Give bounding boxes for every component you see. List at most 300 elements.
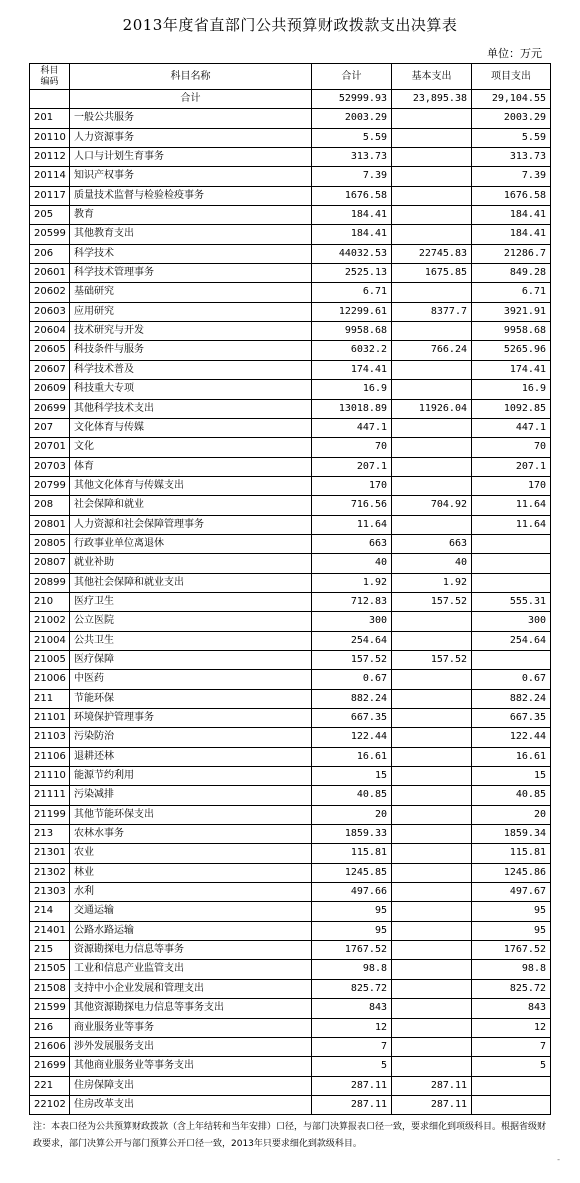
row-project: 184.41 — [472, 225, 551, 244]
row-code: 21401 — [30, 921, 70, 940]
row-total: 254.64 — [312, 631, 392, 650]
row-name: 节能环保 — [70, 689, 312, 708]
row-project: 1767.52 — [472, 941, 551, 960]
row-basic: 766.24 — [392, 341, 472, 360]
row-project: 12 — [472, 1018, 551, 1037]
row-basic — [392, 1018, 472, 1037]
row-total: 13018.89 — [312, 399, 392, 418]
row-project: 667.35 — [472, 709, 551, 728]
row-name: 涉外发展服务支出 — [70, 1037, 312, 1056]
row-project: 95 — [472, 921, 551, 940]
row-total: 44032.53 — [312, 244, 392, 263]
row-code: 214 — [30, 902, 70, 921]
row-total: 9958.68 — [312, 322, 392, 341]
row-total: 95 — [312, 902, 392, 921]
row-name: 农林水事务 — [70, 825, 312, 844]
row-name: 文化 — [70, 438, 312, 457]
row-total: 1767.52 — [312, 941, 392, 960]
row-total: 184.41 — [312, 225, 392, 244]
row-basic — [392, 941, 472, 960]
row-code: 216 — [30, 1018, 70, 1037]
row-name: 体育 — [70, 457, 312, 476]
row-total: 497.66 — [312, 883, 392, 902]
table-row — [30, 612, 551, 631]
row-code: 206 — [30, 244, 70, 263]
row-code: 221 — [30, 1076, 70, 1095]
row-total: 2003.29 — [312, 109, 392, 128]
row-total: 207.1 — [312, 457, 392, 476]
row-total: 716.56 — [312, 496, 392, 515]
row-project: 1245.86 — [472, 863, 551, 882]
row-total: 0.67 — [312, 670, 392, 689]
row-code: 205 — [30, 206, 70, 225]
row-code: 211 — [30, 689, 70, 708]
table-row — [30, 1037, 551, 1056]
row-code: 210 — [30, 592, 70, 611]
row-name: 支持中小企业发展和管理支出 — [70, 979, 312, 998]
table-row — [30, 418, 551, 437]
row-basic — [392, 805, 472, 824]
unit-label: 单位：万元 — [487, 47, 542, 60]
table-row — [30, 728, 551, 747]
row-code: 21101 — [30, 709, 70, 728]
row-project — [472, 650, 551, 669]
table-row — [30, 747, 551, 766]
row-project: 843 — [472, 999, 551, 1018]
row-code: 20112 — [30, 148, 70, 167]
row-basic: 8377.7 — [392, 302, 472, 321]
row-total: 1.92 — [312, 573, 392, 592]
row-code: 20605 — [30, 341, 70, 360]
row-name: 社会保障和就业 — [70, 496, 312, 515]
row-total: 7.39 — [312, 167, 392, 186]
row-code: 22102 — [30, 1095, 70, 1114]
table-row — [30, 650, 551, 669]
row-basic — [392, 1037, 472, 1056]
row-basic — [392, 438, 472, 457]
row-total: 7 — [312, 1037, 392, 1056]
row-project: 16.61 — [472, 747, 551, 766]
row-total: 287.11 — [312, 1076, 392, 1095]
row-project: 0.67 — [472, 670, 551, 689]
row-name: 医疗保障 — [70, 650, 312, 669]
row-name: 科技重大专项 — [70, 380, 312, 399]
row-total: 2525.13 — [312, 264, 392, 283]
row-basic — [392, 960, 472, 979]
row-project: 5.59 — [472, 128, 551, 147]
row-name: 资源勘探电力信息等事务 — [70, 941, 312, 960]
row-total: 313.73 — [312, 148, 392, 167]
table-row — [30, 805, 551, 824]
row-name: 基础研究 — [70, 283, 312, 302]
table-row — [30, 825, 551, 844]
table-row — [30, 689, 551, 708]
row-name: 交通运输 — [70, 902, 312, 921]
row-total: 16.9 — [312, 380, 392, 399]
row-total: 300 — [312, 612, 392, 631]
row-basic — [392, 786, 472, 805]
row-project: 21286.7 — [472, 244, 551, 263]
row-total: 843 — [312, 999, 392, 1018]
row-total: 40.85 — [312, 786, 392, 805]
row-name: 其他资源勘探电力信息等事务支出 — [70, 999, 312, 1018]
table-row — [30, 1076, 551, 1095]
row-code: 20609 — [30, 380, 70, 399]
table-row — [30, 767, 551, 786]
row-basic — [392, 767, 472, 786]
row-code: 21699 — [30, 1057, 70, 1076]
row-project: 95 — [472, 902, 551, 921]
header-total: 合计 — [312, 64, 392, 90]
row-total: 70 — [312, 438, 392, 457]
row-name: 污染防治 — [70, 728, 312, 747]
row-project: 115.81 — [472, 844, 551, 863]
row-name: 其他科学技术支出 — [70, 399, 312, 418]
header-code — [30, 64, 70, 90]
row-project: 20 — [472, 805, 551, 824]
row-basic: 40 — [392, 554, 472, 573]
table-row — [30, 979, 551, 998]
row-total: 825.72 — [312, 979, 392, 998]
row-basic — [392, 206, 472, 225]
row-project: 1676.58 — [472, 186, 551, 205]
row-project: 882.24 — [472, 689, 551, 708]
table-row — [30, 1095, 551, 1114]
row-project: 825.72 — [472, 979, 551, 998]
row-project: 98.8 — [472, 960, 551, 979]
row-project: 2003.29 — [472, 109, 551, 128]
row-total: 174.41 — [312, 360, 392, 379]
row-name: 住房保障支出 — [70, 1076, 312, 1095]
row-code: 20601 — [30, 264, 70, 283]
row-basic — [392, 418, 472, 437]
row-code: 207 — [30, 418, 70, 437]
row-code: 20607 — [30, 360, 70, 379]
row-name: 技术研究与开发 — [70, 322, 312, 341]
row-basic — [392, 728, 472, 747]
row-name: 医疗卫生 — [70, 592, 312, 611]
table-row — [30, 534, 551, 553]
row-basic — [392, 360, 472, 379]
row-total: 6032.2 — [312, 341, 392, 360]
row-project: 300 — [472, 612, 551, 631]
row-basic — [392, 689, 472, 708]
row-total: 287.11 — [312, 1095, 392, 1114]
row-name: 公立医院 — [70, 612, 312, 631]
row-name: 教育 — [70, 206, 312, 225]
row-project: 254.64 — [472, 631, 551, 650]
row-name: 农业 — [70, 844, 312, 863]
row-project: 16.9 — [472, 380, 551, 399]
table-row — [30, 844, 551, 863]
row-project: 184.41 — [472, 206, 551, 225]
row-total: 184.41 — [312, 206, 392, 225]
row-code: 21006 — [30, 670, 70, 689]
table-row — [30, 476, 551, 495]
row-basic: 157.52 — [392, 592, 472, 611]
row-name: 住房改革支出 — [70, 1095, 312, 1114]
row-basic — [392, 283, 472, 302]
table-row — [30, 360, 551, 379]
total-project: 29,104.55 — [472, 90, 551, 109]
row-basic — [392, 883, 472, 902]
table-row — [30, 960, 551, 979]
table-row — [30, 941, 551, 960]
row-basic: 287.11 — [392, 1076, 472, 1095]
table-row — [30, 128, 551, 147]
row-project: 849.28 — [472, 264, 551, 283]
table-row — [30, 883, 551, 902]
row-code: 20701 — [30, 438, 70, 457]
row-project: 447.1 — [472, 418, 551, 437]
row-code: 20114 — [30, 167, 70, 186]
row-project: 3921.91 — [472, 302, 551, 321]
page-title: 2013年度省直部门公共预算财政拨款支出决算表 — [122, 16, 458, 34]
row-name: 商业服务业等事务 — [70, 1018, 312, 1037]
row-basic — [392, 380, 472, 399]
row-name: 其他文化体育与传媒支出 — [70, 476, 312, 495]
row-total: 5.59 — [312, 128, 392, 147]
table-row — [30, 341, 551, 360]
row-name: 水利 — [70, 883, 312, 902]
row-code: 20604 — [30, 322, 70, 341]
row-code: 20799 — [30, 476, 70, 495]
table-row — [30, 206, 551, 225]
table-row — [30, 631, 551, 650]
table-row — [30, 457, 551, 476]
table-row — [30, 573, 551, 592]
row-basic — [392, 128, 472, 147]
row-basic — [392, 747, 472, 766]
row-basic — [392, 457, 472, 476]
row-name: 行政事业单位离退休 — [70, 534, 312, 553]
row-basic — [392, 167, 472, 186]
row-basic — [392, 631, 472, 650]
row-total: 115.81 — [312, 844, 392, 863]
table-row — [30, 709, 551, 728]
row-name: 文化体育与传媒 — [70, 418, 312, 437]
row-name: 质量技术监督与检验检疫事务 — [70, 186, 312, 205]
row-code: 20602 — [30, 283, 70, 302]
row-name: 其他商业服务业等事务支出 — [70, 1057, 312, 1076]
row-total: 712.83 — [312, 592, 392, 611]
row-code: 20807 — [30, 554, 70, 573]
row-code: 21599 — [30, 999, 70, 1018]
row-project — [472, 1076, 551, 1095]
row-code: 20117 — [30, 186, 70, 205]
table-row — [30, 863, 551, 882]
row-project: 9958.68 — [472, 322, 551, 341]
row-basic — [392, 709, 472, 728]
row-code: 21110 — [30, 767, 70, 786]
row-name: 污染减排 — [70, 786, 312, 805]
footnote: 注：本表口径为公共预算财政拨款（含上年结转和当年安排）口径，与部门决算报表口径一致，要求细化到项级科目。根据省级财政要求，部门决算公开与部门预算公开口径一致，2013年只要求细化到款级科目。 — [33, 1122, 547, 1149]
row-total: 667.35 — [312, 709, 392, 728]
row-project: 1092.85 — [472, 399, 551, 418]
row-name: 环境保护管理事务 — [70, 709, 312, 728]
row-code: 21111 — [30, 786, 70, 805]
row-total: 12299.61 — [312, 302, 392, 321]
row-basic — [392, 863, 472, 882]
row-project: 70 — [472, 438, 551, 457]
row-name: 能源节约利用 — [70, 767, 312, 786]
row-basic — [392, 979, 472, 998]
row-code: 20703 — [30, 457, 70, 476]
row-total: 157.52 — [312, 650, 392, 669]
row-code: 21199 — [30, 805, 70, 824]
row-name: 一般公共服务 — [70, 109, 312, 128]
row-name: 退耕还林 — [70, 747, 312, 766]
row-code: 20899 — [30, 573, 70, 592]
row-code: 21002 — [30, 612, 70, 631]
row-total: 11.64 — [312, 515, 392, 534]
table-row — [30, 225, 551, 244]
row-project — [472, 554, 551, 573]
row-project: 15 — [472, 767, 551, 786]
row-code: 21606 — [30, 1037, 70, 1056]
table-row — [30, 902, 551, 921]
row-code: 21302 — [30, 863, 70, 882]
table-row — [30, 592, 551, 611]
row-basic — [392, 844, 472, 863]
table-row — [30, 515, 551, 534]
row-project: 5 — [472, 1057, 551, 1076]
row-project: 174.41 — [472, 360, 551, 379]
row-basic — [392, 148, 472, 167]
row-project: 11.64 — [472, 496, 551, 515]
row-basic: 11926.04 — [392, 399, 472, 418]
row-project: 11.64 — [472, 515, 551, 534]
corner-mark: - — [557, 1155, 560, 1164]
table-row — [30, 554, 551, 573]
total-code-cell — [30, 90, 70, 109]
row-code: 20603 — [30, 302, 70, 321]
row-total: 98.8 — [312, 960, 392, 979]
row-code: 208 — [30, 496, 70, 515]
row-total: 95 — [312, 921, 392, 940]
row-name: 就业补助 — [70, 554, 312, 573]
row-name: 科技条件与服务 — [70, 341, 312, 360]
row-project: 555.31 — [472, 592, 551, 611]
row-name: 公路水路运输 — [70, 921, 312, 940]
table-row — [30, 399, 551, 418]
row-code: 20805 — [30, 534, 70, 553]
header-row — [30, 64, 551, 90]
table-row — [30, 186, 551, 205]
row-project: 1859.34 — [472, 825, 551, 844]
row-name: 应用研究 — [70, 302, 312, 321]
row-code: 20599 — [30, 225, 70, 244]
row-basic — [392, 186, 472, 205]
table-row — [30, 438, 551, 457]
row-name: 人力资源事务 — [70, 128, 312, 147]
row-project: 5265.96 — [472, 341, 551, 360]
row-name: 人力资源和社会保障管理事务 — [70, 515, 312, 534]
row-name: 中医药 — [70, 670, 312, 689]
row-basic — [392, 322, 472, 341]
row-project: 7.39 — [472, 167, 551, 186]
row-code: 20110 — [30, 128, 70, 147]
row-basic — [392, 225, 472, 244]
row-total: 15 — [312, 767, 392, 786]
total-row — [30, 90, 551, 109]
row-total: 1245.85 — [312, 863, 392, 882]
row-basic: 663 — [392, 534, 472, 553]
row-total: 5 — [312, 1057, 392, 1076]
table-row — [30, 109, 551, 128]
row-code: 21505 — [30, 960, 70, 979]
table-row — [30, 1057, 551, 1076]
row-basic: 1675.85 — [392, 264, 472, 283]
row-total: 12 — [312, 1018, 392, 1037]
row-total: 1859.33 — [312, 825, 392, 844]
row-name: 工业和信息产业监管支出 — [70, 960, 312, 979]
row-basic: 287.11 — [392, 1095, 472, 1114]
row-project: 6.71 — [472, 283, 551, 302]
row-total: 663 — [312, 534, 392, 553]
row-total: 882.24 — [312, 689, 392, 708]
header-name: 科目名称 — [70, 64, 312, 90]
row-name: 林业 — [70, 863, 312, 882]
table-row — [30, 283, 551, 302]
row-code: 21005 — [30, 650, 70, 669]
row-basic — [392, 1057, 472, 1076]
header-project: 项目支出 — [472, 64, 551, 90]
row-code: 201 — [30, 109, 70, 128]
row-total: 16.61 — [312, 747, 392, 766]
row-project — [472, 534, 551, 553]
row-name: 公共卫生 — [70, 631, 312, 650]
row-project: 497.67 — [472, 883, 551, 902]
row-basic: 1.92 — [392, 573, 472, 592]
row-basic — [392, 921, 472, 940]
table-row — [30, 1018, 551, 1037]
table-row — [30, 302, 551, 321]
row-total: 1676.58 — [312, 186, 392, 205]
table-row — [30, 380, 551, 399]
row-project: 207.1 — [472, 457, 551, 476]
row-project: 122.44 — [472, 728, 551, 747]
total-sum: 52999.93 — [312, 90, 392, 109]
row-code: 21301 — [30, 844, 70, 863]
row-basic — [392, 515, 472, 534]
table-row — [30, 999, 551, 1018]
row-name: 其他社会保障和就业支出 — [70, 573, 312, 592]
row-basic — [392, 999, 472, 1018]
row-basic: 22745.83 — [392, 244, 472, 263]
table-row — [30, 264, 551, 283]
row-project — [472, 573, 551, 592]
row-project: 313.73 — [472, 148, 551, 167]
row-name: 其他节能环保支出 — [70, 805, 312, 824]
row-basic: 704.92 — [392, 496, 472, 515]
table-row — [30, 670, 551, 689]
row-basic — [392, 476, 472, 495]
row-basic — [392, 670, 472, 689]
row-code: 213 — [30, 825, 70, 844]
row-project: 40.85 — [472, 786, 551, 805]
row-name: 知识产权事务 — [70, 167, 312, 186]
row-name: 科学技术 — [70, 244, 312, 263]
expenditure-table — [29, 63, 551, 1115]
row-code: 21508 — [30, 979, 70, 998]
table-row — [30, 244, 551, 263]
row-total: 170 — [312, 476, 392, 495]
row-basic — [392, 825, 472, 844]
row-project: 7 — [472, 1037, 551, 1056]
row-code: 20801 — [30, 515, 70, 534]
row-code: 215 — [30, 941, 70, 960]
